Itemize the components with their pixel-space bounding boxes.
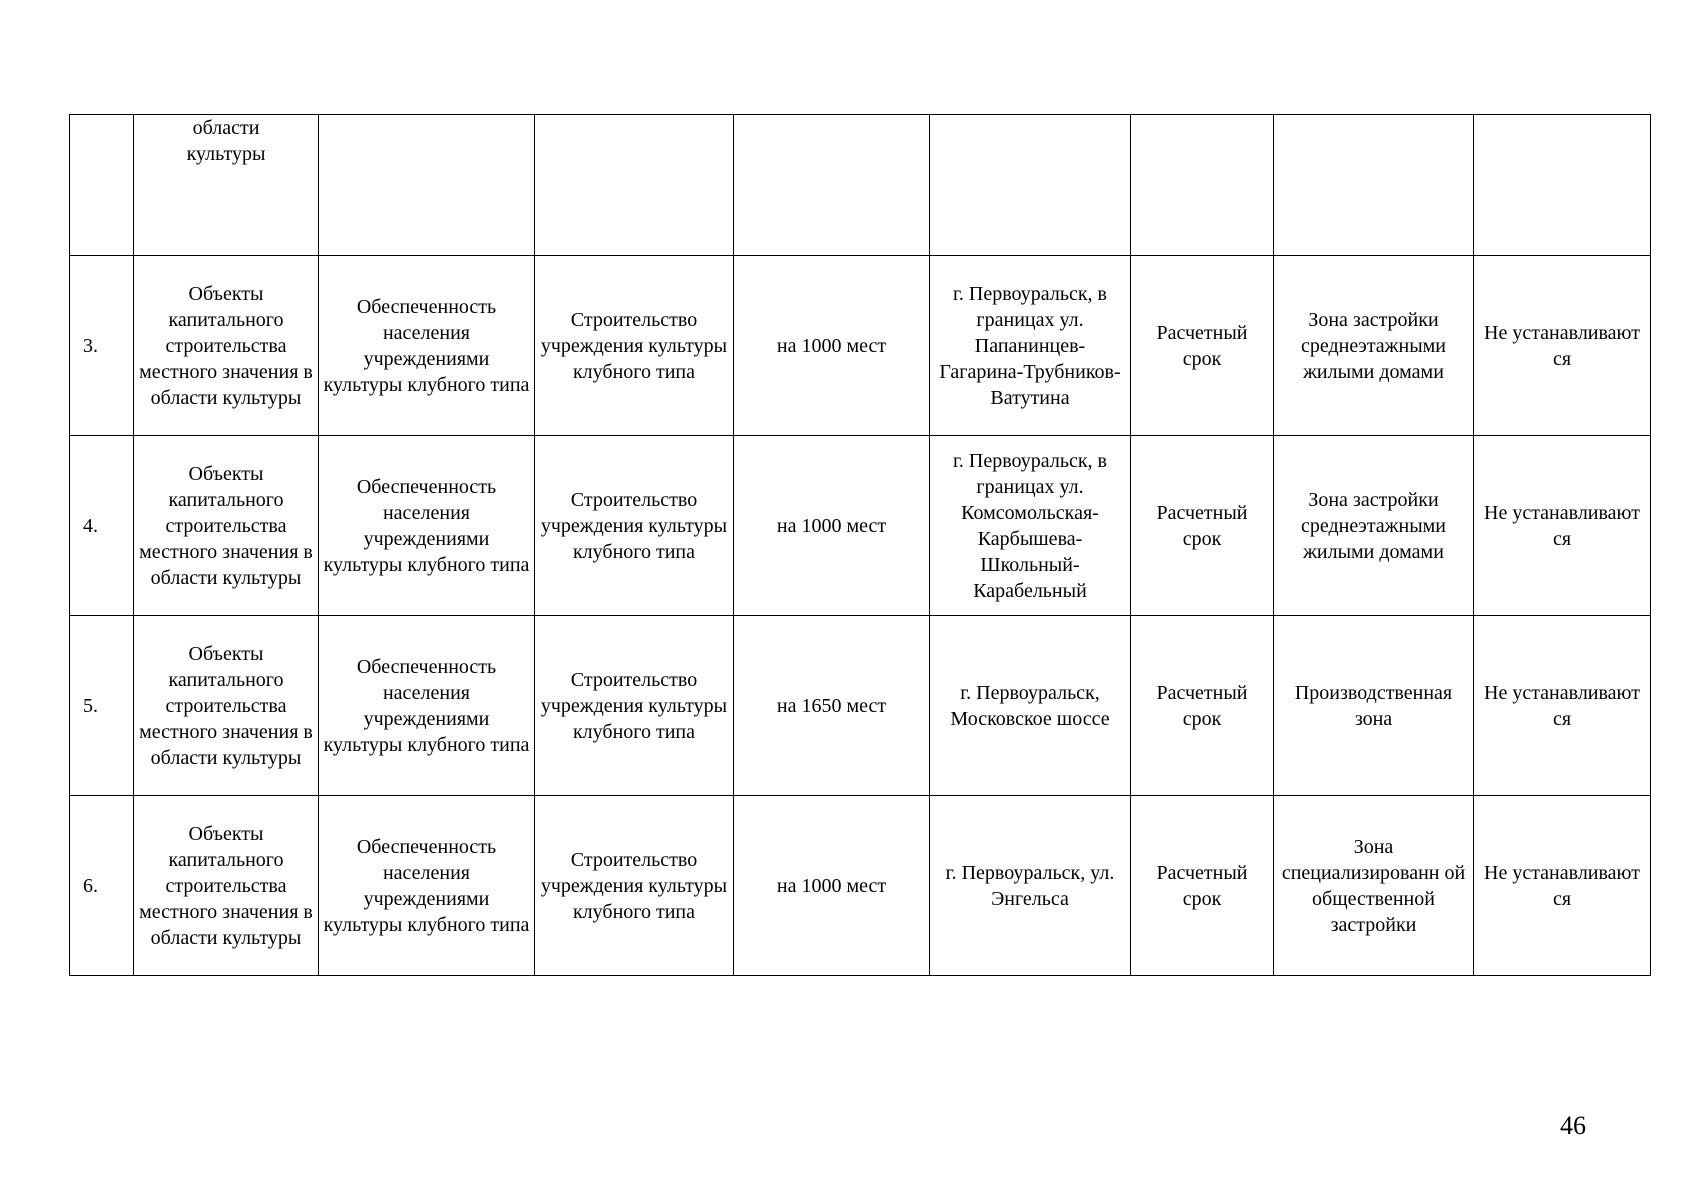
cell-num: 6. <box>70 796 134 976</box>
cell-purpose <box>319 115 535 256</box>
cell-purpose: Обеспеченность населения учреждениями культуры клубного типа <box>319 436 535 616</box>
cell-zone: Зона специализированн ой общественной застройки <box>1274 796 1474 976</box>
cell-term: Расчетный срок <box>1131 436 1274 616</box>
table-row <box>70 616 1651 796</box>
cell-location: г. Первоуральск, Московское шоссе <box>930 616 1131 796</box>
cell-term: Расчетный срок <box>1131 796 1274 976</box>
cell-capacity: на 1000 мест <box>734 256 930 436</box>
cell-restriction: Не устанавливают ся <box>1474 796 1651 976</box>
cell-term <box>1131 115 1274 256</box>
cell-capacity: на 1000 мест <box>734 796 930 976</box>
cell-capacity: на 1650 мест <box>734 616 930 796</box>
cell-location: г. Первоуральск, ул. Энгельса <box>930 796 1131 976</box>
table-row-continuation <box>70 115 1651 256</box>
cell-zone: Зона застройки среднеэтажными жилыми домами <box>1274 436 1474 616</box>
cell-num: 4. <box>70 436 134 616</box>
table-row <box>70 796 1651 976</box>
cell-num: 5. <box>70 616 134 796</box>
cell-object-type: Объекты капитального строительства местного значения в области культуры <box>134 796 319 976</box>
cell-restriction <box>1474 115 1651 256</box>
cell-zone: Производственная зона <box>1274 616 1474 796</box>
table-row <box>70 436 1651 616</box>
continuation-text: области культуры <box>186 117 266 165</box>
planning-table <box>69 114 1651 976</box>
cell-activity: Строительство учреждения культуры клубного типа <box>535 616 734 796</box>
page-number: 46 <box>1560 1111 1586 1140</box>
cell-activity: Строительство учреждения культуры клубного типа <box>535 436 734 616</box>
cell-object-type: Объекты капитального строительства местного значения в области культуры <box>134 256 319 436</box>
cell-capacity: на 1000 мест <box>734 436 930 616</box>
cell-purpose: Обеспеченность населения учреждениями культуры клубного типа <box>319 796 535 976</box>
cell-restriction: Не устанавливают ся <box>1474 256 1651 436</box>
cell-term: Расчетный срок <box>1131 256 1274 436</box>
cell-activity: Строительство учреждения культуры клубного типа <box>535 796 734 976</box>
cell-object-type: Объекты капитального строительства местного значения в области культуры <box>134 616 319 796</box>
cell-term: Расчетный срок <box>1131 616 1274 796</box>
cell-location <box>930 115 1131 256</box>
cell-purpose: Обеспеченность населения учреждениями культуры клубного типа <box>319 616 535 796</box>
cell-purpose: Обеспеченность населения учреждениями культуры клубного типа <box>319 256 535 436</box>
cell-restriction: Не устанавливают ся <box>1474 616 1651 796</box>
cell-zone: Зона застройки среднеэтажными жилыми домами <box>1274 256 1474 436</box>
cell-activity <box>535 115 734 256</box>
cell-object-type <box>134 115 319 256</box>
table-row <box>70 256 1651 436</box>
cell-object-type: Объекты капитального строительства местного значения в области культуры <box>134 436 319 616</box>
cell-zone <box>1274 115 1474 256</box>
cell-restriction: Не устанавливают ся <box>1474 436 1651 616</box>
cell-num: 3. <box>70 256 134 436</box>
cell-capacity <box>734 115 930 256</box>
cell-num <box>70 115 134 256</box>
cell-activity: Строительство учреждения культуры клубного типа <box>535 256 734 436</box>
cell-location: г. Первоуральск, в границах ул. Папанинцев-Гагарина-Трубников-Ватутина <box>930 256 1131 436</box>
cell-location: г. Первоуральск, в границах ул. Комсомольская-Карбышева-Школьный-Карабельный <box>930 436 1131 616</box>
